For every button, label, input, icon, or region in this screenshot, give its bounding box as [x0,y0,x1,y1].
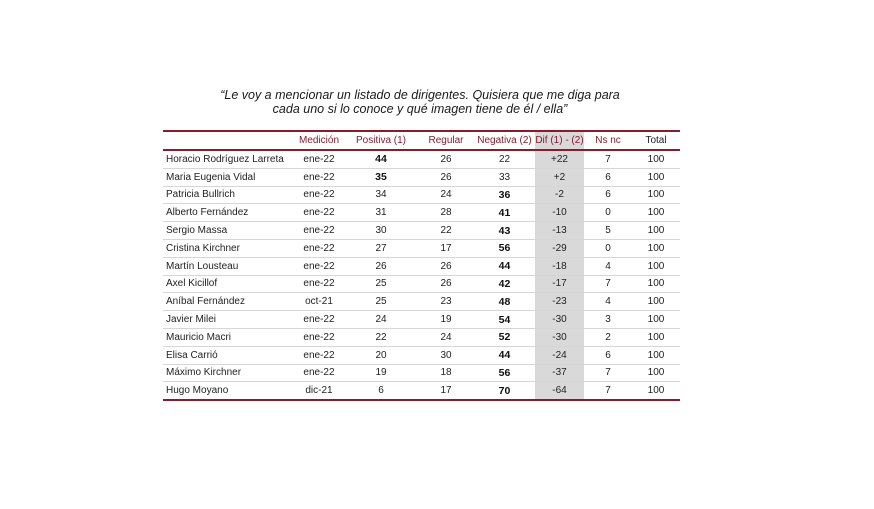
cell-regular: 17 [418,239,474,257]
header-positiva: Positiva (1) [344,131,418,150]
cell-negativa: 52 [474,328,535,346]
table-row [163,150,680,168]
cell-negativa: 54 [474,311,535,329]
cell-nsnc: 7 [584,364,632,382]
caption-line-2: cada uno si lo conoce y qué imagen tiene de él / ella” [272,102,568,116]
cell-total: 100 [632,204,680,222]
cell-total: 100 [632,364,680,382]
cell-regular: 26 [418,150,474,168]
cell-positiva: 22 [344,328,418,346]
cell-dif: -10 [535,204,584,222]
cell-nsnc: 7 [584,150,632,168]
cell-nsnc: 6 [584,186,632,204]
cell-regular: 24 [418,186,474,204]
cell-dif: -23 [535,293,584,311]
cell-medicion: ene-22 [294,222,344,240]
table-row [163,364,680,382]
table-row [163,293,680,311]
cell-medicion: dic-21 [305,385,333,397]
cell-total: 100 [632,311,680,329]
header-regular: Regular [418,131,474,150]
cell-positiva: 31 [344,204,418,222]
cell-nsnc: 3 [584,311,632,329]
cell-medicion: ene-22 [294,204,344,222]
cell-total: 100 [632,239,680,257]
cell-dif: -13 [535,222,584,240]
cell-name: Hugo Moyano [166,385,229,397]
cell-dif: +22 [535,150,584,168]
header-dif: Dif (1) - (2) [535,131,584,150]
cell-regular: 17 [440,385,452,397]
cell-negativa: 70 [498,384,511,397]
cell-positiva: 30 [344,222,418,240]
cell-regular: 18 [418,364,474,382]
cell-nsnc: 0 [584,204,632,222]
cell-positiva: 24 [344,311,418,329]
image-table [163,130,680,401]
cell-total: 100 [647,385,665,397]
cell-dif: -24 [535,346,584,364]
table-row [163,382,680,400]
cell-medicion: ene-22 [294,150,344,168]
table-row [163,311,680,329]
cell-medicion: ene-22 [294,364,344,382]
cell-dif: -64 [535,382,584,400]
cell-medicion: ene-22 [294,168,344,186]
table-row [163,275,680,293]
cell-negativa: 43 [474,222,535,240]
cell-dif: -37 [535,364,584,382]
table-row [163,222,680,240]
cell-medicion: ene-22 [294,275,344,293]
cell-total: 100 [632,150,680,168]
cell-regular: 22 [418,222,474,240]
cell-name: Alberto Fernández [163,204,294,222]
cell-name: Mauricio Macri [163,328,294,346]
cell-total: 100 [632,328,680,346]
cell-positiva: 27 [344,239,418,257]
cell-nsnc: 4 [584,293,632,311]
cell-total: 100 [632,257,680,275]
cell-negativa: 33 [474,168,535,186]
cell-dif: -30 [535,328,584,346]
cell-positiva: 44 [344,150,418,168]
cell-name: Cristina Kirchner [163,239,294,257]
cell-medicion: ene-22 [294,346,344,364]
cell-positiva: 25 [344,293,418,311]
cell-positiva: 20 [344,346,418,364]
cell-total: 100 [632,186,680,204]
cell-nsnc: 7 [584,275,632,293]
cell-name: Maria Eugenia Vidal [163,168,294,186]
table-caption [160,88,680,116]
cell-nsnc: 4 [584,257,632,275]
cell-negativa: 42 [474,275,535,293]
cell-nsnc: 6 [584,346,632,364]
cell-regular: 26 [418,168,474,186]
cell-name: Axel Kicillof [163,275,294,293]
cell-negativa: 56 [474,364,535,382]
cell-medicion: oct-21 [294,293,344,311]
table-row [163,257,680,275]
table-row [163,328,680,346]
cell-regular: 26 [418,275,474,293]
cell-total: 100 [632,168,680,186]
table-body [163,150,680,400]
cell-name: Sergio Massa [163,222,294,240]
cell-negativa: 41 [474,204,535,222]
cell-nsnc: 5 [584,222,632,240]
cell-positiva: 26 [344,257,418,275]
cell-negativa: 22 [474,150,535,168]
cell-regular: 26 [418,257,474,275]
cell-nsnc: 2 [584,328,632,346]
cell-total: 100 [632,346,680,364]
cell-medicion: ene-22 [294,328,344,346]
cell-regular: 19 [418,311,474,329]
cell-regular: 24 [418,328,474,346]
cell-dif: -18 [535,257,584,275]
header-medicion: Medición [294,131,344,150]
cell-name: Elisa Carrió [163,346,294,364]
cell-total: 100 [632,222,680,240]
table-row [163,168,680,186]
cell-name: Aníbal Fernández [163,293,294,311]
cell-dif: +2 [535,168,584,186]
cell-dif: -2 [535,186,584,204]
cell-total: 100 [632,275,680,293]
cell-nsnc: 7 [605,385,611,397]
cell-nsnc: 6 [584,168,632,186]
header-nsnc: Ns nc [584,131,632,150]
header-negativa: Negativa (2) [474,131,535,150]
cell-regular: 28 [418,204,474,222]
cell-name: Patricia Bullrich [163,186,294,204]
header-row [163,131,680,150]
cell-medicion: ene-22 [294,311,344,329]
cell-negativa: 56 [474,239,535,257]
cell-nsnc: 0 [584,239,632,257]
table-row [163,346,680,364]
cell-regular: 23 [418,293,474,311]
cell-name: Martín Lousteau [163,257,294,275]
table-row [163,186,680,204]
header-total: Total [632,131,680,150]
cell-positiva: 35 [344,168,418,186]
cell-name: Horacio Rodríguez Larreta [163,150,294,168]
cell-dif: -17 [535,275,584,293]
cell-name: Máximo Kirchner [163,364,294,382]
cell-negativa: 48 [474,293,535,311]
cell-positiva: 19 [344,364,418,382]
cell-positiva: 6 [378,385,384,397]
cell-dif: -30 [535,311,584,329]
cell-medicion: ene-22 [294,186,344,204]
table-row [163,239,680,257]
header-name [163,131,294,150]
cell-dif: -29 [535,239,584,257]
cell-medicion: ene-22 [294,239,344,257]
cell-regular: 30 [418,346,474,364]
cell-medicion: ene-22 [294,257,344,275]
cell-positiva: 34 [344,186,418,204]
caption-line-1: “Le voy a mencionar un listado de dirigentes. Quisiera que me diga para [220,88,620,102]
cell-negativa: 44 [474,257,535,275]
cell-negativa: 36 [474,186,535,204]
cell-name: Javier Milei [163,311,294,329]
table-row [163,204,680,222]
cell-positiva: 25 [344,275,418,293]
cell-negativa: 44 [474,346,535,364]
cell-total: 100 [632,293,680,311]
